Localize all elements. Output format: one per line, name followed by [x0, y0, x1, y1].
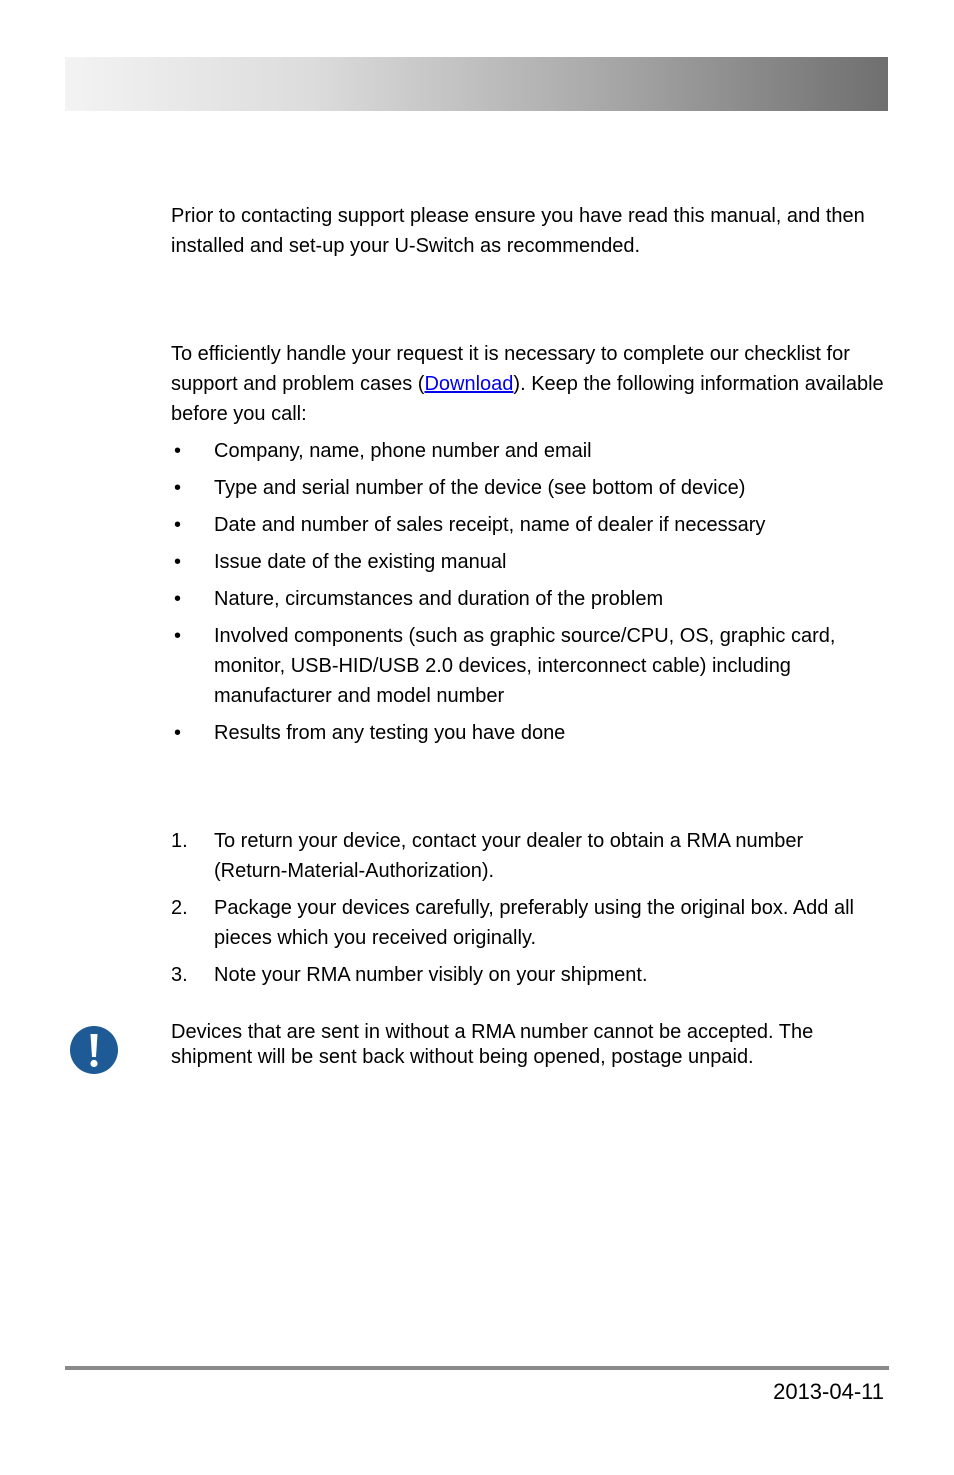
list-item-text: Nature, circumstances and duration of the problem [214, 588, 664, 610]
step-number: 2. [171, 897, 188, 919]
intro-paragraph: Prior to contacting support please ensure you have read this manual, and then installed and set-up your U-Switch as recommended. [171, 205, 865, 257]
bullet-marker: • [174, 625, 182, 647]
list-item-text: Results from any testing you have done [214, 722, 566, 744]
bullet-marker: • [174, 477, 182, 499]
step-text: Package your devices carefully, preferably using the original box. Add all pieces which you received originally. [214, 897, 854, 949]
list-item-text: Issue date of the existing manual [214, 551, 507, 573]
footer-date: 2013-04-11 [773, 1379, 884, 1404]
checklist-items [171, 436, 891, 748]
list-item-text: Involved components (such as graphic source/CPU, OS, graphic card, monitor, USB-HID/USB 2.0 devices, interconnect cable) including manufacturer and model number [214, 625, 836, 707]
bullet-marker: • [174, 440, 182, 462]
list-item [171, 621, 854, 711]
checklist-text-before: To efficiently handle your request it is necessary to complete our checklist for support and problem cases ( [171, 343, 850, 395]
list-item-text: Date and number of sales receipt, name of dealer if necessary [214, 514, 766, 536]
list-item [171, 436, 891, 466]
download-link[interactable]: Download [424, 373, 514, 395]
checklist-paragraph [171, 339, 891, 429]
bullet-marker: • [174, 514, 182, 536]
list-item [171, 584, 891, 614]
note-text: Devices that are sent in without a RMA number cannot be accepted. The shipment will be sent back without being opened, postage unpaid. [171, 1021, 814, 1068]
bullet-marker: • [174, 551, 182, 573]
step-number: 1. [171, 830, 188, 852]
checklist-text-after: ). Keep the following information available before you call: [171, 373, 884, 425]
bullet-marker: • [174, 722, 182, 744]
list-item [171, 893, 854, 953]
step-number: 3. [171, 964, 188, 986]
list-item [171, 718, 891, 748]
list-item-text: Type and serial number of the device (see bottom of device) [214, 477, 746, 499]
list-item [171, 960, 891, 990]
list-item [171, 510, 891, 540]
step-text: Note your RMA number visibly on your shipment. [214, 964, 648, 986]
footer-divider [65, 1366, 889, 1370]
list-item-text: Company, name, phone number and email [214, 440, 592, 462]
list-item [171, 473, 891, 503]
list-item [171, 547, 891, 577]
header-bar [65, 57, 888, 111]
exclamation-icon [69, 1025, 119, 1075]
step-text: To return your device, contact your dealer to obtain a RMA number (Return-Material-Authorization). [214, 830, 804, 882]
list-item [171, 826, 874, 886]
return-steps [171, 826, 891, 990]
bullet-marker: • [174, 588, 182, 610]
